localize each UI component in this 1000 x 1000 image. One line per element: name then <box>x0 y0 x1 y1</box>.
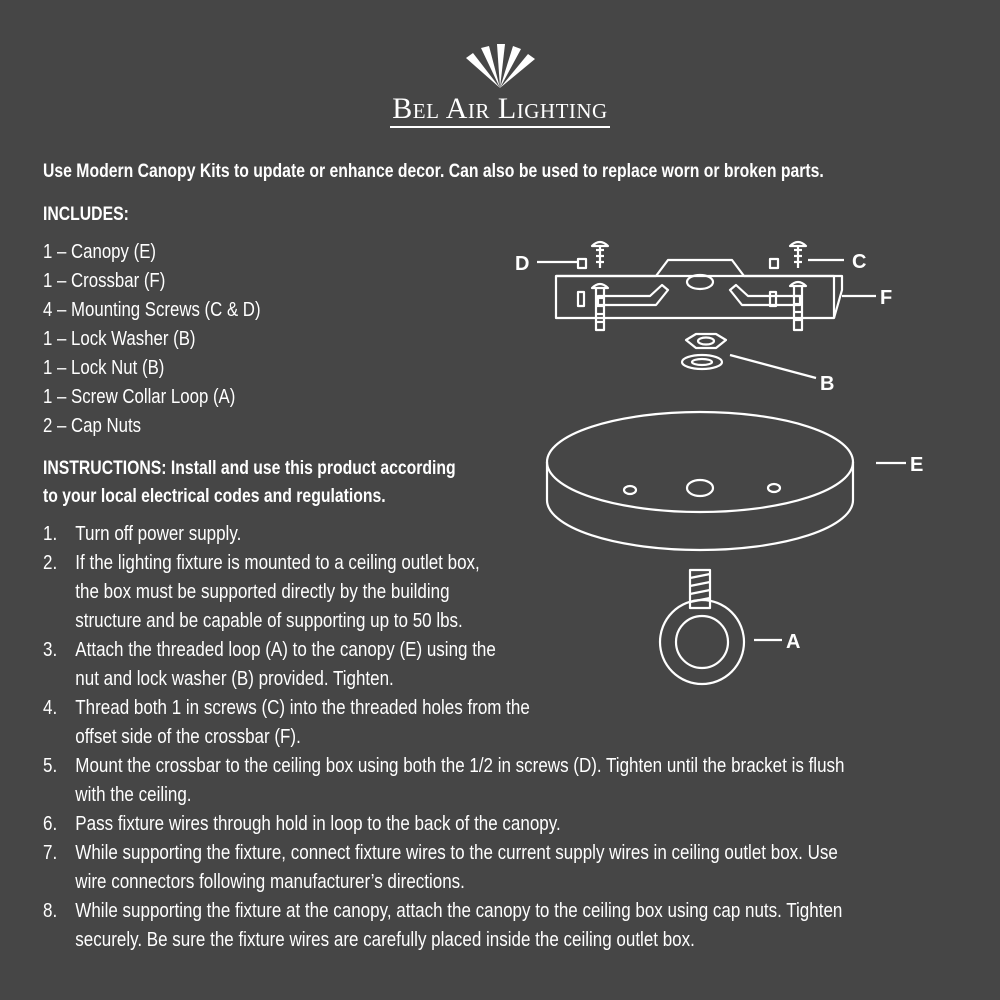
tagline: Use Modern Canopy Kits to update or enhance decor. Can also be used to replace worn or broken parts. <box>43 161 824 182</box>
step-text: Thread both 1 in screws (C) into the threaded holes from the offset side of the crossbar (F). <box>75 697 530 748</box>
step-number: 1. <box>43 523 58 545</box>
step-number: 2. <box>43 552 58 574</box>
step-text: Mount the crossbar to the ceiling box using both the 1/2 in screws (D). Tighten until the bracket is flush with the ceiling. <box>75 755 845 806</box>
canopy-e <box>547 412 853 550</box>
step-number: 5. <box>43 755 58 777</box>
includes-item: 1 – Lock Nut (B) <box>43 357 165 379</box>
includes-item: 4 – Mounting Screws (C & D) <box>43 299 261 321</box>
step-number: 7. <box>43 842 58 864</box>
step-text: Turn off power supply. <box>75 523 242 545</box>
step-text: If the lighting fixture is mounted to a ceiling outlet box, the box must be supported directly by the building structure and be capable of supporting up to 50 lbs. <box>75 552 480 632</box>
label-b: B <box>820 373 835 395</box>
lock-nut-washer-b <box>682 334 726 369</box>
brand-name: Bel Air Lighting <box>390 92 609 128</box>
step-text: While supporting the fixture, connect fixture wires to the current supply wires in ceiling outlet box. Use wire connectors following manufacturer’s directions. <box>75 842 838 893</box>
step-number: 6. <box>43 813 58 835</box>
step-text: Pass fixture wires through hold in loop to the back of the canopy. <box>75 813 561 835</box>
screw-c <box>770 242 806 330</box>
includes-item: 1 – Screw Collar Loop (A) <box>43 386 236 408</box>
label-c: C <box>852 251 867 273</box>
includes-item: 1 – Lock Washer (B) <box>43 328 196 350</box>
instructions-heading: INSTRUCTIONS: Install and use this product according to your local electrical codes and regulations. <box>43 458 456 507</box>
step-number: 3. <box>43 639 58 661</box>
includes-heading: INCLUDES: <box>43 204 129 225</box>
label-a: A <box>786 631 801 653</box>
includes-item: 1 – Canopy (E) <box>43 241 156 263</box>
step-text: While supporting the fixture at the canopy, attach the canopy to the ceiling box using cap nuts. Tighten securely. Be sure the fixture wires are carefully placed inside the ceiling outlet box. <box>75 900 843 951</box>
step-number: 8. <box>43 900 58 922</box>
includes-item: 1 – Crossbar (F) <box>43 270 166 292</box>
label-f: F <box>880 287 893 309</box>
step-text: Attach the threaded loop (A) to the canopy (E) using the nut and lock washer (B) provided. Tighten. <box>75 639 496 690</box>
screw-d <box>578 242 608 330</box>
step-number: 4. <box>43 697 58 719</box>
label-d: D <box>515 253 530 275</box>
includes-item: 2 – Cap Nuts <box>43 415 142 437</box>
screw-collar-loop-a <box>660 570 744 684</box>
label-e: E <box>910 454 924 476</box>
